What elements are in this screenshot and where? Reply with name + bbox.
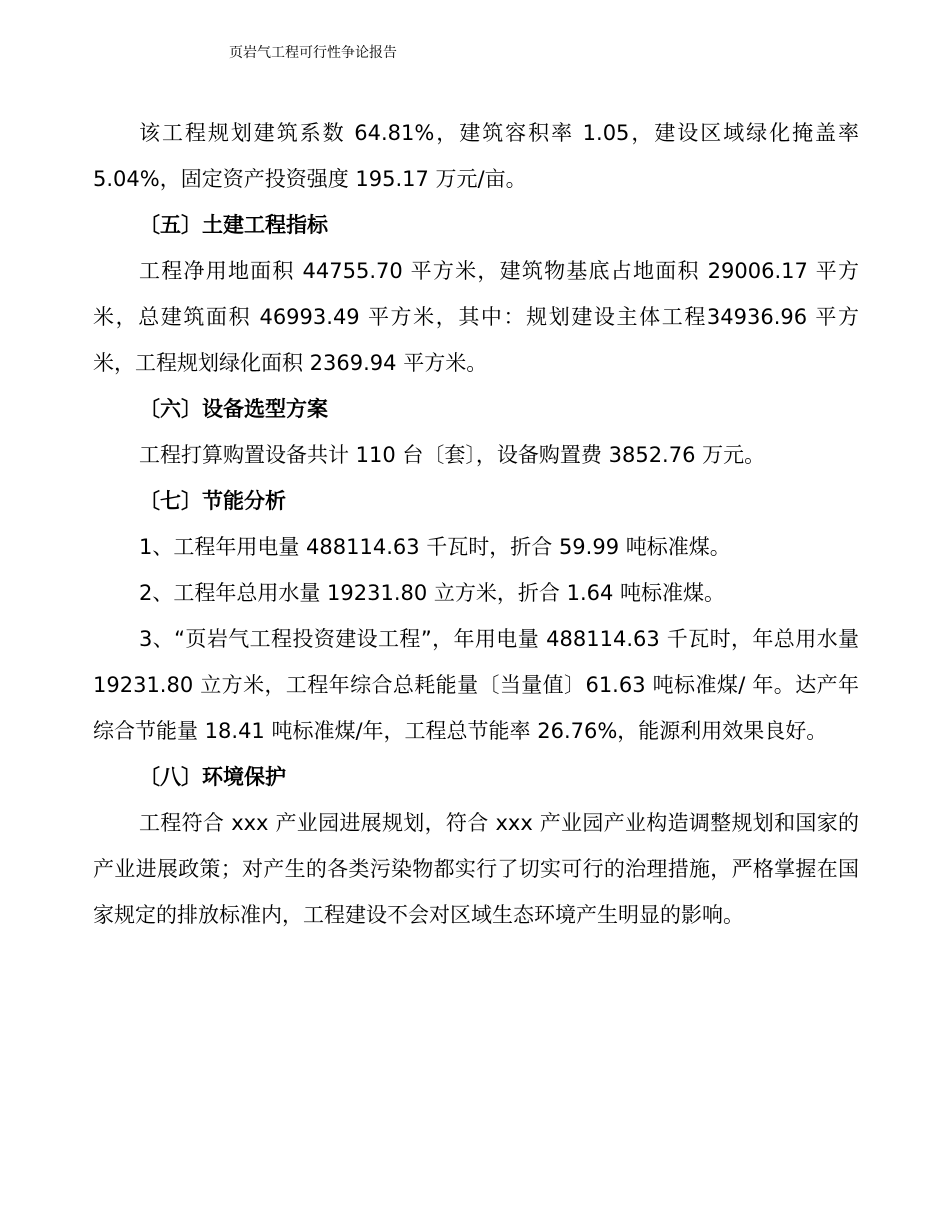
- section-heading-equipment-selection: 〔六〕设备选型方案: [139, 397, 328, 421]
- running-header: 页岩气工程可行性争论报告: [229, 45, 397, 61]
- document-body: [93, 110, 859, 938]
- paragraph-energy-summary: 3、“页岩气工程投资建设工程”，年用电量 488114.63 千瓦时，年总用水量 19231.80 立方米，工程年综合总耗能量〔当量值〕61.63 吨标准煤/ 年。达产年综合节能量 18.41 吨标准煤/年，工程总节能率 26.76%，能源利用效果良好。: [93, 627, 859, 743]
- paragraph-electricity-use: 1、工程年用电量 488114.63 千瓦时，折合 59.99 吨标准煤。: [139, 535, 731, 559]
- section-heading-energy-analysis: 〔七〕节能分析: [139, 489, 286, 513]
- paragraph-land-area: 工程净用地面积 44755.70 平方米，建筑物基底占地面积 29006.17 平方米，总建筑面积 46993.49 平方米，其中：规划建设主体工程34936.96 平方米，工程规划绿化面积 2369.94 平方米。: [93, 259, 859, 375]
- section-heading-civil-engineering: 〔五〕土建工程指标: [139, 213, 328, 237]
- paragraph-environmental-compliance: 工程符合 xxx 产业园进展规划，符合 xxx 产业园产业构造调整规划和国家的产业进展政策；对产生的各类污染物都实行了切实可行的治理措施，严格掌握在国家规定的排放标准内，工程建设不会对区域生态环境产生明显的影响。: [93, 811, 859, 927]
- paragraph-building-ratios: 该工程规划建筑系数 64.81%，建筑容积率 1.05，建设区域绿化掩盖率5.04%，固定资产投资强度 195.17 万元/亩。: [93, 121, 859, 191]
- paragraph-equipment-purchase: 工程打算购置设备共计 110 台〔套〕，设备购置费 3852.76 万元。: [139, 443, 766, 467]
- paragraph-water-use: 2、工程年总用水量 19231.80 立方米，折合 1.64 吨标准煤。: [139, 581, 726, 605]
- section-heading-environmental-protection: 〔八〕环境保护: [139, 765, 286, 789]
